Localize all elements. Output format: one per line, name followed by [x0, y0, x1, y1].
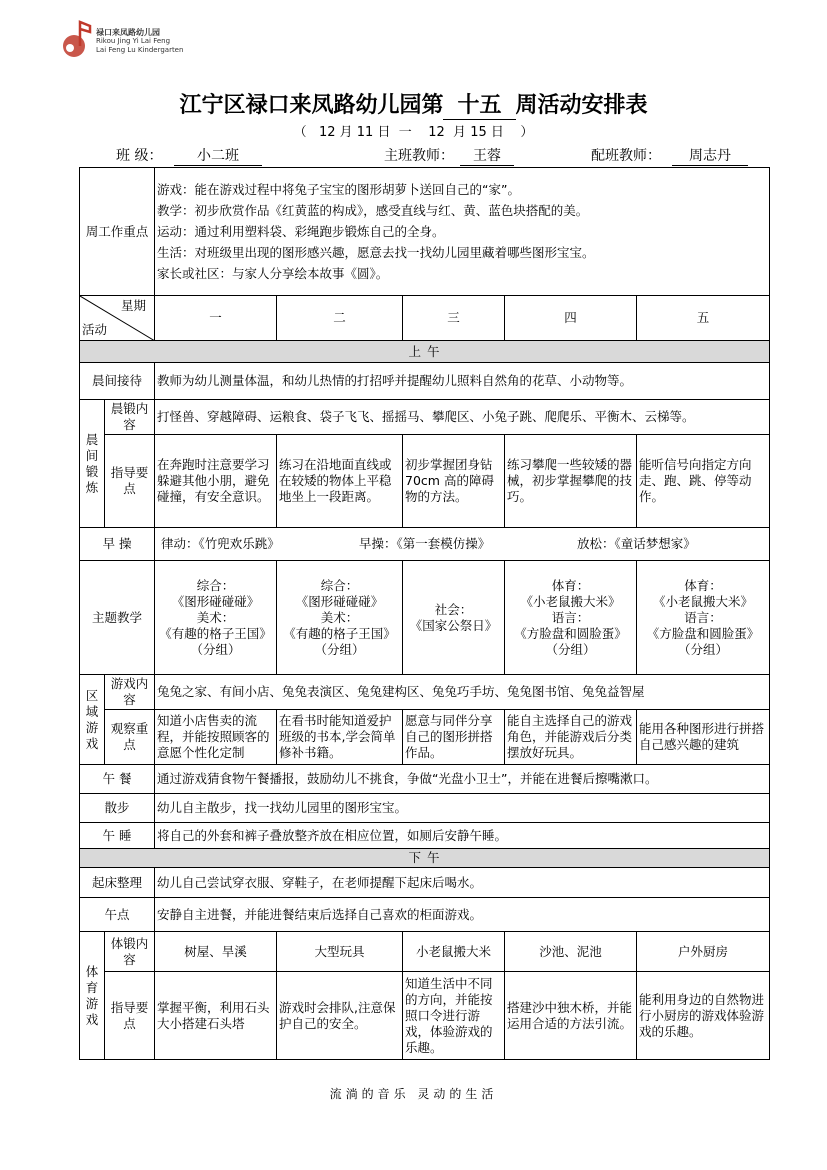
morning-exercise-content-row [80, 400, 770, 435]
theme-teaching-day: 体育： 《小老鼠搬大米》 语言： 《方脸盘和圆脸蛋》 （分组） [637, 561, 770, 675]
morning-drill-row [80, 528, 770, 561]
pe-content-label: 体锻内容 [105, 932, 155, 972]
drill-rhythm: 律动：《竹兜欢乐跳》 [161, 536, 280, 551]
area-games-focus-row [80, 710, 770, 765]
exercise-guide: 练习攀爬一些较矮的器械，初步掌握攀爬的技巧。 [505, 435, 637, 528]
focus-line: 家长或社区：与家人分享绘本故事《圆》。 [157, 266, 389, 281]
pe-guide-row [80, 972, 770, 1060]
area-focus: 能自主选择自己的游戏角色，并能游戏后分类摆放好玩具。 [505, 710, 637, 765]
area-games-label: 区 域 游 戏 [80, 675, 105, 765]
nap-label: 午 睡 [80, 823, 155, 849]
focus-line: 生活：对班级里出现的图形感兴趣，愿意去找一找幼儿园里藏着哪些图形宝宝。 [157, 245, 595, 260]
main-teacher-label: 主班教师： [384, 148, 454, 164]
class-name: 小二班 [174, 145, 262, 166]
pe-guide: 搭建沙中独木桥，并能运用合适的方法引流。 [505, 972, 637, 1060]
morning-reception-label: 晨间接待 [80, 363, 155, 400]
snack-text: 安静自主进餐，并能进餐结束后选择自己喜欢的柜面游戏。 [155, 898, 770, 932]
drill-relax: 放松：《童话梦想家》 [577, 536, 696, 551]
nap-text: 将自己的外套和裤子叠放整齐放在相应位置，如厕后安静午睡。 [155, 823, 770, 849]
theme-teaching-day: 综合： 《图形碰碰碰》 美术： 《有趣的格子王国》 （分组） [155, 561, 277, 675]
weekly-schedule-table [79, 167, 770, 1060]
pe-content-row [80, 932, 770, 972]
pe-guide: 能利用身边的自然物进行小厨房的游戏体验游戏的乐趣。 [637, 972, 770, 1060]
drill-exercise: 早操：《第一套模仿操》 [359, 536, 491, 551]
wake-up-text: 幼儿自己尝试穿衣服、穿鞋子，在老师提醒下起床后喝水。 [155, 868, 770, 898]
snack-label: 午点 [80, 898, 155, 932]
wake-up-row [80, 868, 770, 898]
pe-content: 树屋、旱溪 [155, 932, 277, 972]
area-games-content-row [80, 675, 770, 710]
morning-exercise-label: 晨 间 锻 炼 [80, 400, 105, 528]
area-content: 兔兔之家、有间小店、兔兔表演区、兔兔建构区、兔兔巧手坊、兔兔图书馆、兔兔益智屋 [155, 675, 770, 710]
theme-teaching-day: 体育： 《小老鼠搬大米》 语言： 《方脸盘和圆脸蛋》 （分组） [505, 561, 637, 675]
morning-drill-content [155, 528, 770, 561]
exercise-guide-label: 指导要点 [105, 435, 155, 528]
activity-label: 活动 [82, 322, 108, 337]
area-focus: 能用各种图形进行拼搭自己感兴趣的建筑 [637, 710, 770, 765]
class-label: 班 级： [116, 148, 163, 164]
date-range: （ 12 月 11 日 一 12 月 15 日 ） [293, 125, 534, 140]
exercise-guide: 练习在沿地面直线或在较矮的物体上平稳地坐上一段距离。 [277, 435, 403, 528]
lunch-text: 通过游戏猜食物午餐播报，鼓励幼儿不挑食，争做“光盘小卫士”，并能在进餐后擦嘴漱口。 [155, 765, 770, 794]
exercise-guide: 在奔跑时注意要学习躲避其他小朋，避免碰撞，有安全意识。 [155, 435, 277, 528]
snack-row [80, 898, 770, 932]
main-teacher: 王蓉 [460, 145, 514, 166]
area-focus: 知道小店售卖的流程，并能按照顾客的意愿个性化定制 [155, 710, 277, 765]
footer-slogan: 流淌的音乐 灵动的生活 [329, 1087, 498, 1101]
day-header: 五 [637, 296, 770, 341]
weekly-focus-label: 周工作重点 [80, 168, 155, 296]
morning-drill-label: 早 操 [80, 528, 155, 561]
weekday-header-row [80, 296, 770, 341]
area-content-label: 游戏内容 [105, 675, 155, 710]
teacher-info [0, 145, 827, 165]
focus-line: 运动：通过利用塑料袋、彩绳跑步锻炼自己的全身。 [157, 224, 445, 239]
morning-exercise-guide-row [80, 435, 770, 528]
weekly-focus-content [155, 168, 770, 296]
weekly-focus-row [80, 168, 770, 296]
pe-guide: 游戏时会排队,注意保护自己的安全。 [277, 972, 403, 1060]
exercise-guide: 能听信号向指定方向走、跑、跳、停等动作。 [637, 435, 770, 528]
exercise-content: 打怪兽、穿越障碍、运粮食、袋子飞飞、摇摇马、攀爬区、小兔子跳、爬爬乐、平衡木、云梯等。 [155, 400, 770, 435]
day-header: 一 [155, 296, 277, 341]
walk-text: 幼儿自主散步，找一找幼儿园里的图形宝宝。 [155, 794, 770, 823]
logo-text: 禄口来凤路幼儿园 Rikou Jing Yi Lai Feng Lai Feng Lu Kindergarten [96, 28, 184, 54]
morning-reception-row [80, 363, 770, 400]
focus-line: 游戏：能在游戏过程中将兔子宝宝的图形胡萝卜送回自己的“家”。 [157, 182, 520, 197]
pe-games-label: 体 育 游 戏 [80, 932, 105, 1060]
exercise-guide: 初步掌握团身钻 70cm 高的障碍物的方法。 [403, 435, 505, 528]
weekday-activity-header [80, 296, 155, 341]
morning-section-header: 上 午 [80, 341, 770, 363]
music-note-logo-icon [60, 16, 94, 62]
walk-label: 散步 [80, 794, 155, 823]
morning-reception-text: 教师为幼儿测量体温，和幼儿热情的打招呼并提醒幼儿照料自然角的花草、小动物等。 [155, 363, 770, 400]
page-title: 江宁区禄口来凤路幼儿园第 十五 周活动安排表 [0, 88, 827, 120]
day-header: 四 [505, 296, 637, 341]
pe-content: 小老鼠搬大米 [403, 932, 505, 972]
wake-up-label: 起床整理 [80, 868, 155, 898]
theme-teaching-day: 综合： 《图形碰碰碰》 美术： 《有趣的格子王国》 （分组） [277, 561, 403, 675]
afternoon-section-header: 下 午 [80, 849, 770, 868]
pe-guide: 知道生活中不同的方向，并能按照口令进行游戏，体验游戏的乐趣。 [403, 972, 505, 1060]
pe-content: 沙池、泥池 [505, 932, 637, 972]
day-header: 二 [277, 296, 403, 341]
theme-teaching-day: 社会： 《国家公祭日》 [403, 561, 505, 675]
pe-guide-label: 指导要点 [105, 972, 155, 1060]
area-focus-label: 观察重点 [105, 710, 155, 765]
lunch-row [80, 765, 770, 794]
kindergarten-logo [60, 16, 184, 66]
area-focus: 愿意与同伴分享自己的图形拼搭作品。 [403, 710, 505, 765]
exercise-content-label: 晨锻内容 [105, 400, 155, 435]
area-focus: 在看书时能知道爱护班级的书本,学会简单修补书籍。 [277, 710, 403, 765]
day-header: 三 [403, 296, 505, 341]
theme-teaching-label: 主题教学 [80, 561, 155, 675]
pe-guide: 掌握平衡，利用石头大小搭建石头塔 [155, 972, 277, 1060]
focus-line: 教学：初步欣赏作品《红黄蓝的构成》，感受直线与红、黄、蓝色块搭配的美。 [157, 203, 589, 218]
nap-row [80, 823, 770, 849]
theme-teaching-row [80, 561, 770, 675]
assistant-teacher: 周志丹 [672, 145, 748, 166]
assistant-teacher-label: 配班教师： [591, 148, 661, 164]
walk-row [80, 794, 770, 823]
lunch-label: 午 餐 [80, 765, 155, 794]
pe-content: 大型玩具 [277, 932, 403, 972]
weekday-label: 星期 [121, 298, 147, 313]
pe-content: 户外厨房 [637, 932, 770, 972]
